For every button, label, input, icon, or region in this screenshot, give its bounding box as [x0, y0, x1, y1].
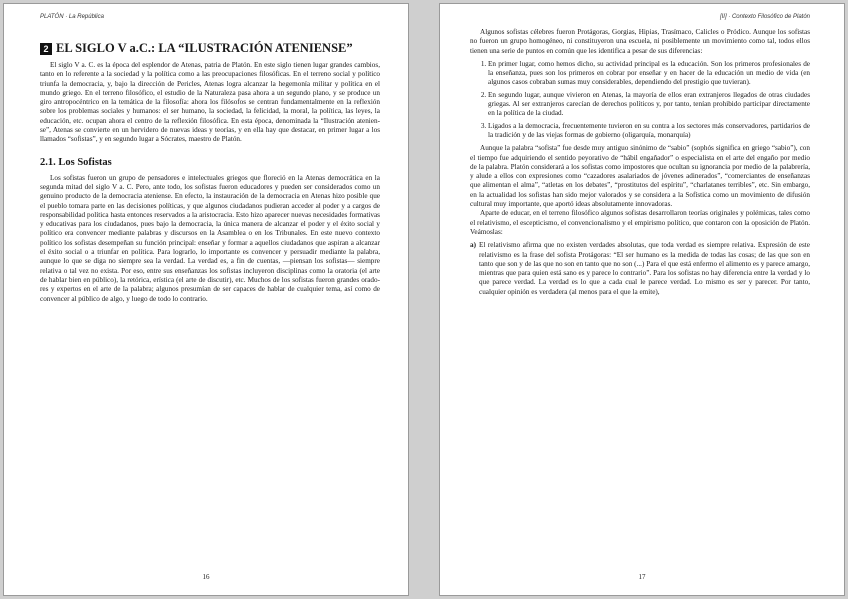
- aparte-paragraph: Aparte de educar, en el terreno filosófico algunos sofistas desarrollaron teorías originales y polémicas, tales como el relativismo, el escepticismo, el convencionalismo y el empirismo político, que contaron con la oposición de Platón. Veámoslas:: [470, 209, 810, 236]
- list-item: 2. En segundo lugar, aunque vivieron en Atenas, la mayoría de ellos eran extranjeros llegados de otras ciudades griegas. Al ser extranjeros carecían de derechos políticos y, por tanto, tenían prohibido participar directamente en la política de la ciudad.: [488, 91, 810, 119]
- list-item: 3. Ligados a la democracia, frecuentemente tuvieron en su contra a los sectores más conservadores, partidarios de la tradición y de las viejas formas de gobierno (oligarquía, monarquía): [488, 122, 810, 141]
- chapter-paragraph: El siglo V a. C. es la época del esplendor de Atenas, patria de Platón. En este siglo tienen lugar grandes cambios, tanto en lo referente a la sociedad y la política como a las preocupaciones filosóficas. En el terreno social y político triunfa la democracia, y, bajo la dirección de Pericles, Atenas logra alcanzar la hegemonía militar y política en el mundo griego. En el terreno filosófico, el estudio de la Naturaleza pasa ahora a un segundo plano, y se produce un giro antropocéntrico en la temática de la filosofía: ahora los filósofos se centran fundamentalmente en la reflexión sobre los problemas sociales y humanos: el ser humano, la sociedad, la felicidad, la moral, la política, las leyes, la educación, etc. ocupan ahora el centro de la reflexión filosófica. En esta época, denominada la “Ilustración ateniense”, Atenas se convierte en un hervidero de nuevas ideas y teorías, y en ella hay que destacar, en primer lugar a los llamados “sofistas”, y en segundo lugar a Sócrates, maestro de Platón.: [40, 61, 380, 144]
- relativism-item: [470, 241, 810, 297]
- running-head: PLATÓN · La República: [40, 14, 104, 20]
- section-title: 2.1. Los Sofistas: [40, 156, 112, 168]
- book-gutter: [412, 0, 436, 599]
- intro-paragraph: Algunos sofistas célebres fueron Protágoras, Gorgias, Hipias, Trasímaco, Calicles o Pródico. Aunque los sofistas no fueron un grupo homogéneo, ni constituyeron una escuela, ni posiblemente un movimiento como tal, todos ellos tienen una serie de puntos en común que les identifica a pesar de sus diferencias:: [470, 28, 810, 55]
- sofista-paragraph: Aunque la palabra “sofista” fue desde muy antiguo sinónimo de “sabio” (sophós significa en griego “sabio”), con el tiempo fue adquiriendo el sentido peyorativo de “hábil engañador” o especialista en el arte del engaño por medio de la palabra. Platón considerará a los sofistas como impostores que ocultan su ignorancia por medio de la palabrería, y alude a ellos con expresiones como “cazadores asalariados de jóvenes adinerados”, “comerciantes de enseñanzas que alimentan el alma”, “atletas en los debates”, “prostitutos del espíritu”, “charlatanes terribles”, etc. Sin embargo, en la actualidad los sofistas han sido mejor valorados y se considera a la Sofística como un movimiento de difusión cultural muy importante, que aportó ideas absolutamente innovadoras.: [470, 144, 810, 209]
- left-page-content: [40, 28, 380, 304]
- chapter-title: EL SIGLO V a.C.: LA “ILUSTRACIÓN ATENIENSE”: [56, 41, 353, 55]
- chapter-number: 2: [40, 43, 52, 55]
- page-number: 16: [202, 573, 210, 581]
- item-label: a): [470, 241, 476, 250]
- list-item: 1. En primer lugar, como hemos dicho, su actividad principal es la educación. Son los primeros profesionales de la enseñanza, pues son los primeros en cobrar por enseñar y en hacer de la educación un medio de vida (en algunos casos cobraban sumas muy considerables, dependiendo del prestigio que tuvieran).: [488, 60, 810, 88]
- chapter-heading: [40, 42, 380, 55]
- left-page: [4, 4, 408, 595]
- right-page-content: [470, 28, 810, 297]
- section-paragraph: Los sofistas fueron un grupo de pensadores e intelectuales griegos que floreció en la Atenas democrática en la segunda mitad del siglo V a. C. Pero, ante todo, los sofistas fueron educadores y pueden ser considerados como un genuino producto de la democracia ateniense. En efecto, la instauración de la democracia en Atenas hizo posible que el pueblo tomara parte en las decisiones políticas, y que algunos ciudadanos pudieran acceder al poder y a cargos de responsabilidad política hasta entonces reservados a la aristocracia. Esto hizo aparecer nuevas necesidades formativas y educativas para los ciudadanos, pues bajo la democracia, la única manera de alcanzar el poder y el éxito social y político era convencer mediante palabras y discursos en la Asamblea o en los Tribunales. En este nuevo contexto político los sofistas desempeñan su función principal: enseñar y formar a aquellos ciudadanos que aspiran a alcanzar el éxito social o a triunfar en política. Para lograrlo, lo importante es convencer y persuadir mediante la palabra, aunque lo que se diga no siempre sea la verdad. La verdad es, a fin de cuentas, —piensan los sofistas— siempre relativa o tal vez no exista. Por eso, entre sus enseñanzas los sofistas incluyeron disciplinas como la oratoria (el arte de hablar bien en público), la retórica, erística (el arte de discutir), etc. Muchos de los sofistas fueron grandes oradores y expertos en el arte de la palabra; algunos presumían de ser capaces de hablar de cualquier tema, así como de convencer al público de algo, y luego de todo lo contrario.: [40, 173, 380, 303]
- running-head: [II] · Contexto Filosófico de Platón: [719, 14, 810, 20]
- relativism-text: El relativismo afirma que no existen verdades absolutas, que toda verdad es siempre relativa. Expresión de este relativismo es la frase del sofista Protágoras: “El ser humano es la medida de todas las cosas; de las que son en tanto que son y de las que no son en tanto que no son (...) Para el que está enfermo el alimento es y parece amargo, mientras que para quien está sano es y parece lo contrario”. Para los sofistas no hay diferencia entre la verdad y lo que parece verdad. La verdad es lo que a cada cual le parece verdad. Lo mismo es ser y parecer. Por tanto, cualquier opinión es verdadera (al menos para el que la emite),: [479, 241, 810, 296]
- page-number: 17: [638, 573, 646, 581]
- differences-list: [470, 60, 810, 140]
- right-page: [440, 4, 844, 595]
